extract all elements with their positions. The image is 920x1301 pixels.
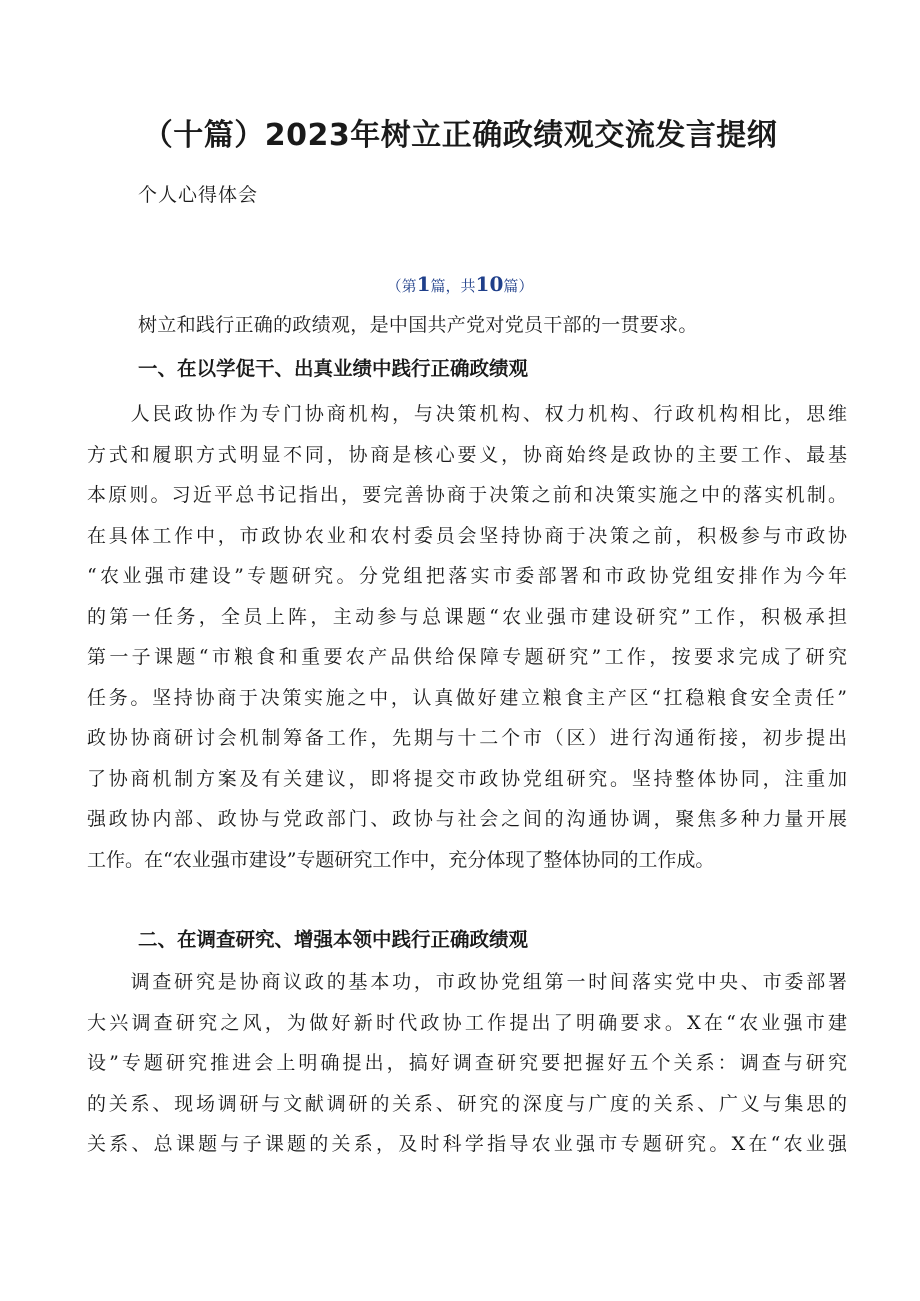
paragraph-line: 的第一任务，全员上阵，主动参与总课题“农业强市建设研究”工作，积极承担 — [87, 605, 847, 628]
paragraph-line: 政协协商研讨会机制筹备工作，先期与十二个市（区）进行沟通衔接，初步提出 — [87, 727, 847, 749]
part-current-number: 1 — [416, 272, 431, 296]
paragraph-line: 调查研究是协商议政的基本功，市政协党组第一时间落实党中央、市委部署 — [87, 971, 847, 993]
lead-paragraph: 树立和践行正确的政绩观，是中国共产党对党员干部的一贯要求。 — [138, 314, 698, 336]
paragraph-line: 任务。坚持协商于决策实施之中，认真做好建立粮食主产区“扛稳粮食安全责任” — [87, 686, 847, 709]
paragraph-line: 人民政协作为专门协商机构，与决策机构、权力机构、行政机构相比，思维 — [87, 403, 847, 425]
section-1-paragraph — [87, 394, 847, 880]
paragraph-line: 的关系、现场调研与文献调研的关系、研究的深度与广度的关系、广义与集思的 — [87, 1092, 847, 1115]
paragraph-line: 在具体工作中，市政协农业和农村委员会坚持协商于决策之前，积极参与市政协 — [87, 524, 847, 547]
paragraph-line: 强政协内部、政协与党政部门、政协与社会之间的沟通协调，聚焦多种力量开展 — [87, 808, 847, 830]
paragraph-line: 工作。在“农业强市建设”专题研究工作中，充分体现了整体协同的工作成。 — [87, 848, 715, 871]
paragraph-line: 方式和履职方式明显不同，协商是核心要义，协商始终是政协的主要工作、最基 — [87, 443, 847, 466]
part-middle: 篇，共 — [430, 277, 476, 295]
paragraph-line: 设”专题研究推进会上明确提出，搞好调查研究要把握好五个关系：调查与研究 — [87, 1052, 847, 1074]
paragraph-line: 第一子课题“市粮食和重要农产品供给保障专题研究”工作，按要求完成了研究 — [87, 646, 847, 668]
paragraph-line: 大兴调查研究之风，为做好新时代政协工作提出了明确要求。X在“农业强市建 — [87, 1011, 847, 1034]
paragraph-line: 了协商机制方案及有关建议，即将提交市政协党组研究。坚持整体协同，注重加 — [87, 767, 847, 790]
section-2-paragraph — [87, 962, 847, 1165]
part-prefix: （第 — [386, 277, 417, 295]
part-suffix: 篇） — [503, 277, 534, 295]
document-title: （十篇）2023年树立正确政绩观交流发言提纲 — [142, 118, 778, 153]
document-subtitle: 个人心得体会 — [138, 184, 259, 206]
paragraph-line: “农业强市建设”专题研究。分党组把落实市委部署和市政协党组安排作为今年 — [87, 565, 847, 587]
section-heading-1: 一、在以学促干、出真业绩中践行正确政绩观 — [138, 357, 529, 380]
section-heading-2: 二、在调查研究、增强本领中践行正确政绩观 — [138, 928, 529, 951]
part-indicator — [0, 272, 920, 296]
paragraph-line: 关系、总课题与子课题的关系，及时科学指导农业强市专题研究。X在“农业强 — [87, 1133, 847, 1155]
paragraph-line: 本原则。习近平总书记指出，要完善协商于决策之前和决策实施之中的落实机制。 — [87, 484, 847, 506]
part-total-number: 10 — [475, 272, 504, 296]
